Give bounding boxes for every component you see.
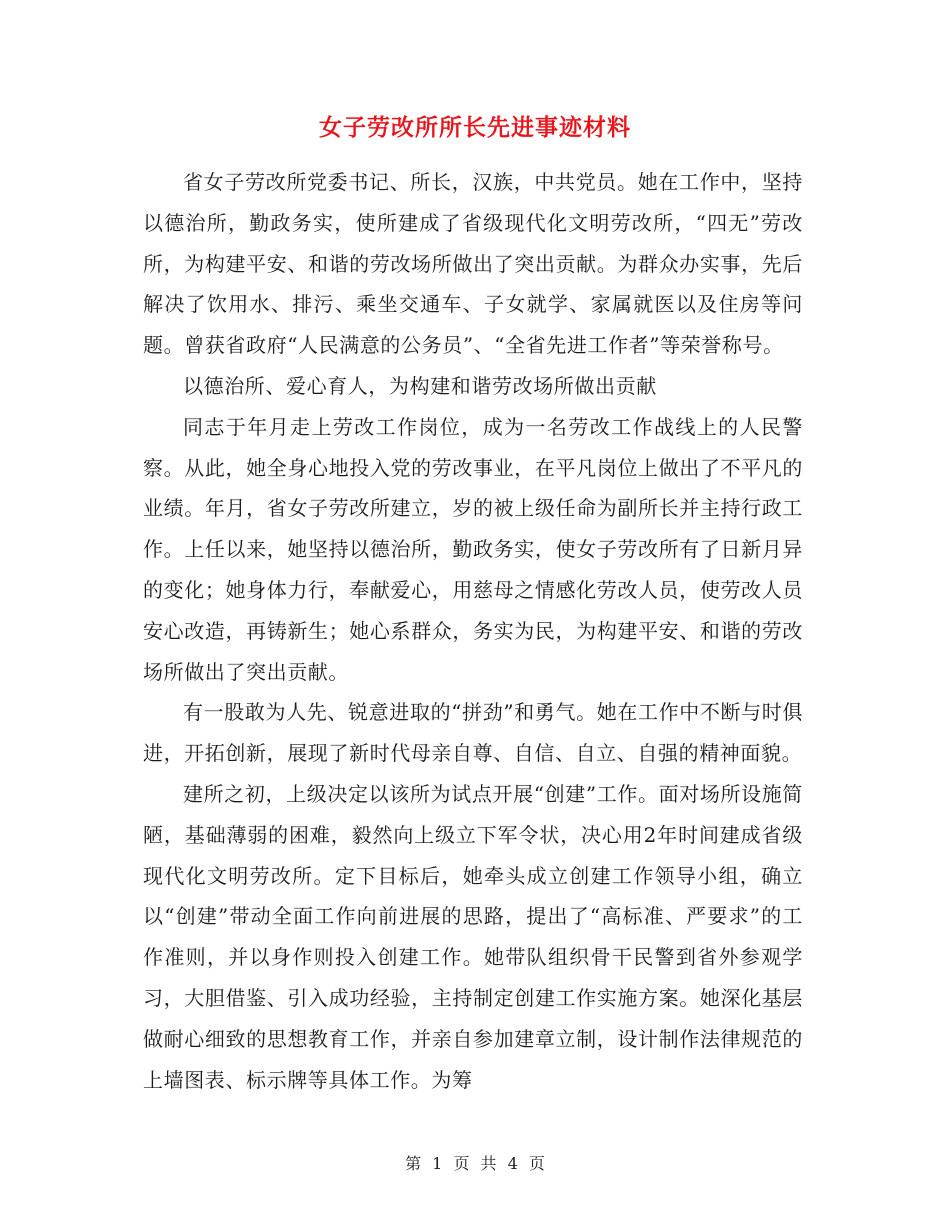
paragraph: 省女子劳改所党委书记、所长，汉族，中共党员。她在工作中，坚持以德治所，勤政务实，使所建成了省级现代化文明劳改所，“四无”劳改所，为构建平安、和谐的劳改场所做出了突出贡献。为群众办实事，先后解决了饮用水、排污、乘坐交通车、子女就学、家属就医以及住房等问题。曾获省政府“人民满意的公务员”、“全省先进工作者”等荣誉称号。 <box>143 170 803 358</box>
document-body <box>143 162 803 1100</box>
document-title: 女子劳改所所长先进事迹材料 <box>319 114 631 141</box>
section-heading: 以德治所、爱心育人，为构建和谐劳改场所做出贡献 <box>183 373 657 398</box>
paragraph: 建所之初，上级决定以该所为试点开展“创建”工作。面对场所设施简陋，基础薄弱的困难，毅然向上级立下军令状，决心用2年时间建成省级现代化文明劳改所。定下目标后，她牵头成立创建工作领导小组，确立以“创建”带动全面工作向前进展的思路，提出了“高标准、严要求”的工作准则，并以身作则投入创建工作。她带队组织骨干民警到省外参观学习，大胆借鉴、引入成功经验，主持制定创建工作实施方案。她深化基层做耐心细致的思想教育工作，并亲自参加建章立制，设计制作法律规范的上墙图表、标示牌等具体工作。为筹 <box>143 781 803 1092</box>
paragraph: 同志于年月走上劳改工作岗位，成为一名劳改工作战线上的人民警察。从此，她全身心地投入党的劳改事业，在平凡岗位上做出了不平凡的业绩。年月，省女子劳改所建立，岁的被上级任命为副所长并主持行政工作。上任以来，她坚持以德治所，勤政务实，使女子劳改所有了日新月异的变化；她身体力行，奉献爱心，用慈母之情感化劳改人员，使劳改人员安心改造，再铸新生；她心系群众，务实为民，为构建平安、和谐的劳改场所做出了突出贡献。 <box>143 414 803 684</box>
page-number-footer: 第 1 页 共 4 页 <box>405 1154 545 1173</box>
paragraph: 有一股敢为人先、锐意进取的“拼劲”和勇气。她在工作中不断与时俱进，开拓创新，展现了新时代母亲自尊、自信、自立、自强的精神面貌。 <box>143 700 803 766</box>
